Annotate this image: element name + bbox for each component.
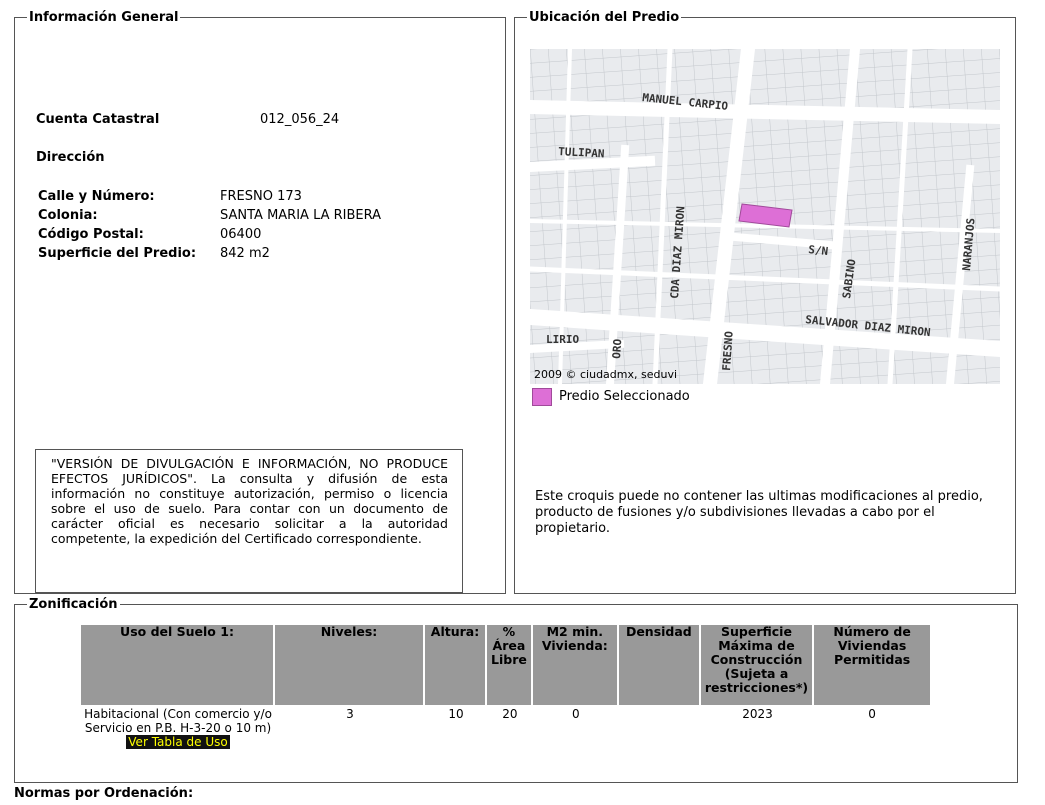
table-header-row bbox=[81, 625, 930, 705]
legal-notice: "VERSIÓN DE DIVULGACIÓN E INFORMACIÓN, NO PRODUCE EFECTOS JURÍDICOS". La consulta y difusión de esta información no constituye autorización, permiso o licencia sobre el uso de suelo. Para contar con un documento de carácter oficial es necesario solicitar a la autoridad competente, la expedición del Certificado correspondiente. bbox=[35, 449, 463, 593]
colonia-label: Colonia: bbox=[38, 208, 98, 223]
street-cda-diaz-miron: CDA DIAZ MIRON bbox=[668, 205, 688, 300]
cell-numero-viviendas: 0 bbox=[868, 707, 876, 721]
cell-m2-min: 0 bbox=[572, 707, 580, 721]
street-sin: S/N bbox=[807, 243, 829, 259]
header-uso-suelo: Uso del Suelo 1: bbox=[81, 625, 275, 705]
street-lirio: LIRIO bbox=[546, 333, 580, 346]
ubicacion-predio-legend: Ubicación del Predio bbox=[529, 10, 680, 25]
superficie-predio-value: 842 m2 bbox=[220, 246, 270, 261]
header-numero-viviendas: Número de Viviendas Permitidas bbox=[814, 625, 930, 705]
street-tulipan: TULIPAN bbox=[557, 145, 605, 161]
zonificacion-table bbox=[81, 625, 930, 751]
cuenta-catastral-value: 012_056_24 bbox=[260, 112, 340, 127]
informacion-general-legend: Información General bbox=[29, 10, 179, 25]
codigo-postal-label: Código Postal: bbox=[38, 227, 144, 242]
cell-uso bbox=[81, 705, 275, 751]
zonificacion-legend: Zonificación bbox=[29, 597, 118, 612]
header-niveles: Niveles: bbox=[275, 625, 425, 705]
predio-seleccionado-label: Predio Seleccionado bbox=[559, 389, 690, 404]
ver-tabla-uso-link[interactable]: Ver Tabla de Uso bbox=[128, 735, 228, 749]
header-densidad: Densidad bbox=[619, 625, 701, 705]
codigo-postal-value: 06400 bbox=[220, 227, 262, 242]
ubicacion-predio-panel bbox=[514, 10, 1016, 594]
street-naranjos: NARANJOS bbox=[960, 217, 978, 272]
zonificacion-panel bbox=[14, 597, 1018, 783]
cell-altura: 10 bbox=[448, 707, 464, 721]
cuenta-catastral-label: Cuenta Catastral bbox=[36, 112, 160, 127]
superficie-predio-label: Superficie del Predio: bbox=[38, 246, 197, 261]
map-credit: 2009 © ciudadmx, seduvi bbox=[534, 368, 678, 381]
cell-niveles: 3 bbox=[346, 707, 354, 721]
predio-seleccionado-swatch bbox=[532, 388, 552, 406]
calle-numero-value: FRESNO 173 bbox=[220, 189, 302, 204]
uso-text: Habitacional (Con comercio y/o Servicio en P.B. H-3-20 o 10 m) bbox=[84, 707, 272, 735]
cell-superficie-maxima: 2023 bbox=[742, 707, 773, 721]
map-svg bbox=[530, 49, 1000, 384]
header-altura: Altura: bbox=[425, 625, 487, 705]
map-disclaimer: Este croquis puede no contener las ultimas modificaciones al predio, producto de fusiones y/o subdivisiones llevadas a cabo por el propietario. bbox=[535, 489, 983, 536]
cell-densidad bbox=[619, 705, 701, 751]
header-superficie-maxima: Superficie Máxima de Construcción (Sujeta a restricciones*) bbox=[701, 625, 814, 705]
header-m2-min: M2 min. Vivienda: bbox=[533, 625, 619, 705]
location-map[interactable] bbox=[530, 49, 1000, 384]
street-sabino: SABINO bbox=[840, 258, 859, 300]
calle-numero-label: Calle y Número: bbox=[38, 189, 155, 204]
direccion-label: Dirección bbox=[36, 150, 105, 165]
colonia-value: SANTA MARIA LA RIBERA bbox=[220, 208, 382, 223]
normas-ordenacion-heading: Normas por Ordenación: bbox=[14, 786, 194, 801]
street-oro: ORO bbox=[610, 338, 625, 360]
header-area-libre: % Área Libre bbox=[487, 625, 533, 705]
informacion-general-panel bbox=[14, 10, 506, 594]
table-row bbox=[81, 705, 930, 751]
cell-area-libre: 20 bbox=[502, 707, 518, 721]
street-salvador-diaz-miron: SALVADOR DIAZ MIRON bbox=[804, 313, 932, 340]
street-manuel-carpio: MANUEL CARPIO bbox=[641, 91, 729, 113]
street-fresno: FRESNO bbox=[720, 330, 736, 372]
